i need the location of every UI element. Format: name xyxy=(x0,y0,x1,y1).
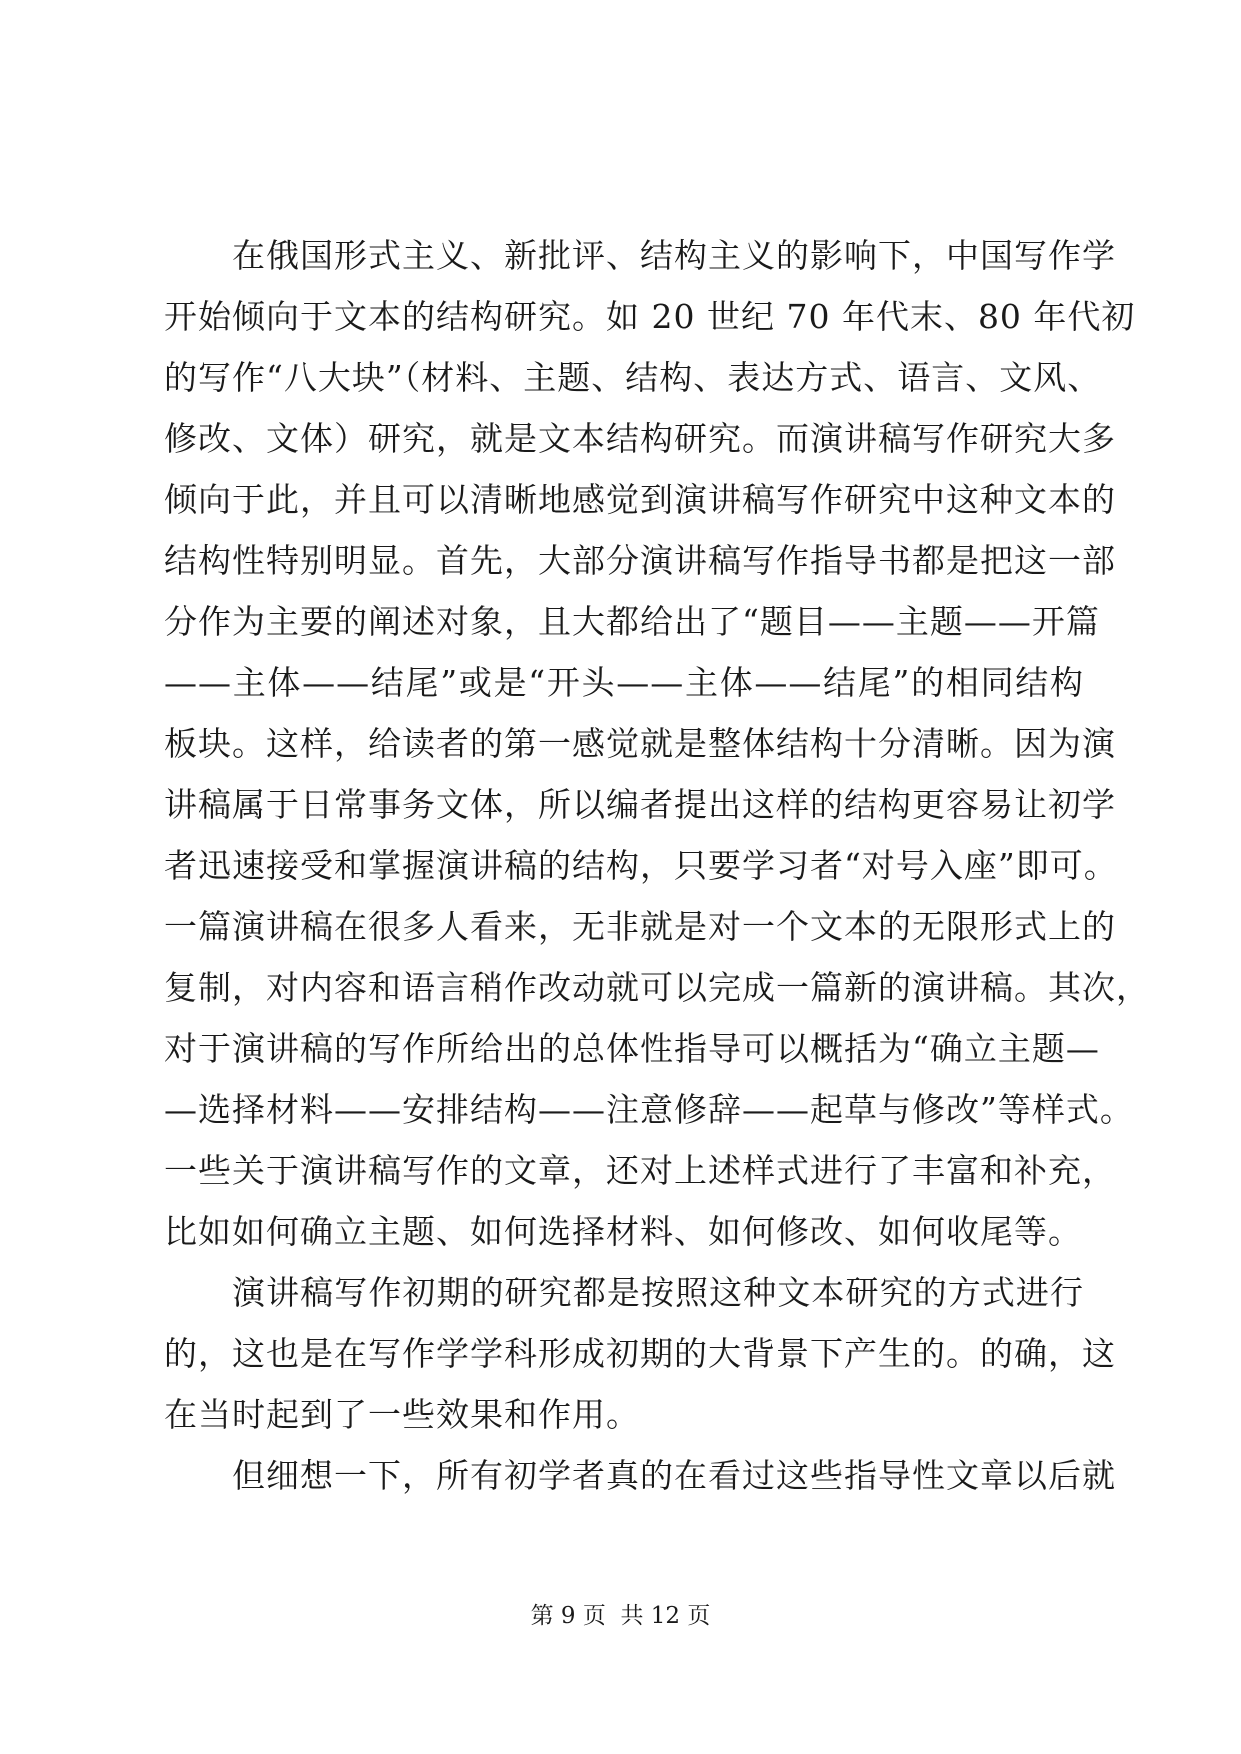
text-line: 开始倾向于文本的结构研究。如 20 世纪 70 年代末、80 年代初 xyxy=(164,297,1136,336)
document-body xyxy=(164,225,1150,1506)
text-line: 但细想一下，所有初学者真的在看过这些指导性文章以后就 xyxy=(232,1456,1116,1495)
text-line: 的写作“八大块”（材料、主题、结构、表达方式、语言、文风、 xyxy=(164,358,1102,397)
text-line: —选择材料——安排结构——注意修辞——起草与修改”等样式。 xyxy=(164,1090,1134,1129)
paragraph-2 xyxy=(164,1262,1116,1445)
text-line: 在俄国形式主义、新批评、结构主义的影响下，中国写作学 xyxy=(232,236,1116,275)
text-line: ——主体——结尾”或是“开头——主体——结尾”的相同结构 xyxy=(164,663,1084,702)
text-line: 演讲稿写作初期的研究都是按照这种文本研究的方式进行 xyxy=(232,1273,1084,1312)
text-line: 一篇演讲稿在很多人看来，无非就是对一个文本的无限形式上的 xyxy=(164,907,1116,946)
text-line: 分作为主要的阐述对象，且大都给出了“题目——主题——开篇 xyxy=(164,602,1100,641)
text-line: 复制，对内容和语言稍作改动就可以完成一篇新的演讲稿。其次， xyxy=(164,968,1150,1007)
paragraph-1 xyxy=(164,225,1150,1262)
text-line: 讲稿属于日常事务文体，所以编者提出这样的结构更容易让初学 xyxy=(164,785,1116,824)
text-line: 倾向于此，并且可以清晰地感觉到演讲稿写作研究中这种文本的 xyxy=(164,480,1116,519)
text-line: 者迅速接受和掌握演讲稿的结构，只要学习者“对号入座”即可。 xyxy=(164,846,1118,885)
page-footer xyxy=(0,1601,1241,1631)
page-number: 第 9 页 共 12 页 xyxy=(530,1603,711,1629)
text-line: 结构性特别明显。首先，大部分演讲稿写作指导书都是把这一部 xyxy=(164,541,1116,580)
text-line: 的，这也是在写作学学科形成初期的大背景下产生的。的确，这 xyxy=(164,1334,1116,1373)
paragraph-3 xyxy=(164,1445,1116,1506)
text-line: 修改、文体）研究，就是文本结构研究。而演讲稿写作研究大多 xyxy=(164,419,1116,458)
text-line: 板块。这样，给读者的第一感觉就是整体结构十分清晰。因为演 xyxy=(164,724,1116,763)
text-line: 在当时起到了一些效果和作用。 xyxy=(164,1395,640,1434)
text-line: 比如如何确立主题、如何选择材料、如何修改、如何收尾等。 xyxy=(164,1212,1082,1251)
text-line: 一些关于演讲稿写作的文章，还对上述样式进行了丰富和补充， xyxy=(164,1151,1116,1190)
text-line: 对于演讲稿的写作所给出的总体性指导可以概括为“确立主题— xyxy=(164,1029,1100,1068)
